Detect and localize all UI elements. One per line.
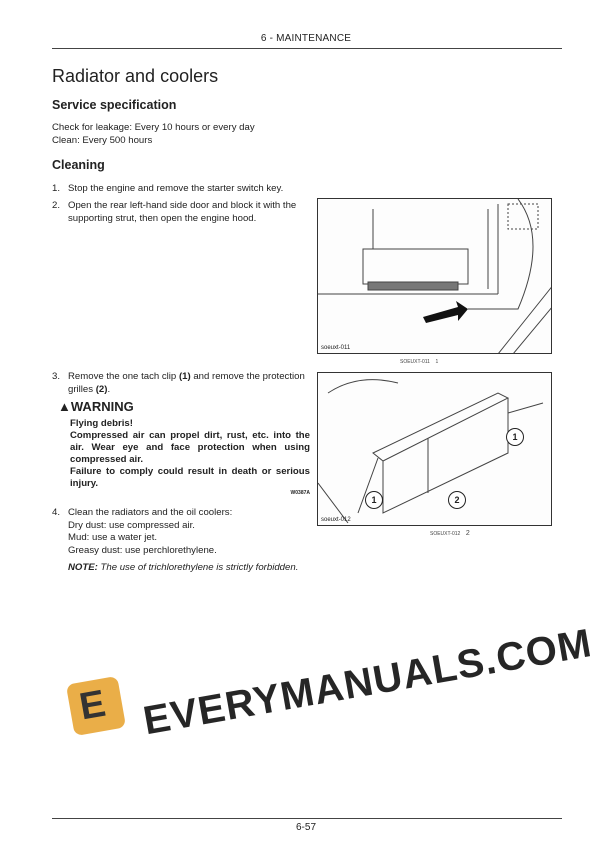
step-3: [52, 371, 310, 396]
callout-2: 2: [448, 491, 466, 509]
figure-caption: SOEUXT-011 1: [400, 359, 439, 365]
service-spec: [52, 122, 255, 147]
step-number: 4.: [52, 507, 61, 518]
figure-1: [317, 198, 552, 354]
step-4: [52, 507, 314, 557]
step-text: Stop the engine and remove the starter switch key.: [68, 183, 284, 194]
warning-triangle-icon: ▲: [58, 399, 71, 414]
step-1: [52, 183, 314, 196]
warning-line: Compressed air can propel dirt, rust, etc. into the air. Wear eye and face protection when using compressed air.: [70, 430, 310, 465]
step-text: Open the rear left-hand side door and block it with the supporting strut, then open the engine hood.: [68, 200, 297, 224]
cleaning-heading: Cleaning: [52, 158, 105, 172]
warning-code: W0387A: [290, 490, 310, 496]
note: NOTE: The use of trichlorethylene is strictly forbidden.: [68, 562, 299, 573]
figure-caption: SOEUXT-012 2: [430, 530, 470, 537]
radiator-illustration: [318, 373, 552, 526]
section-header: 6 - MAINTENANCE: [260, 33, 352, 44]
watermark-logo: E: [66, 676, 126, 736]
step-2: [52, 200, 314, 225]
warning-line: Failure to comply could result in death or serious injury.: [70, 466, 310, 489]
warning-line: Flying debris!: [70, 418, 133, 429]
figure-label: soeuxt-011: [321, 345, 351, 351]
step-number: 1.: [52, 183, 61, 194]
page-number: 6-57: [295, 822, 316, 833]
warning-body: [70, 418, 310, 497]
step-number: 3.: [52, 371, 61, 382]
page-title: Radiator and coolers: [52, 66, 219, 86]
footer-rule: [52, 818, 562, 819]
service-heading: Service specification: [52, 98, 177, 112]
figure-2: [317, 372, 552, 526]
spec-leakage: Check for leakage: Every 10 hours or every day: [52, 122, 255, 133]
step-number: 2.: [52, 200, 61, 211]
callout-1: 1: [506, 428, 524, 446]
callout-1: 1: [365, 491, 383, 509]
warning-title: ▲WARNING: [58, 399, 134, 414]
figure-label: soeuxt-012: [321, 517, 351, 523]
engine-hood-illustration: [318, 199, 552, 354]
step-text: Remove the one tach clip (1) and remove the protection grilles (2).: [68, 371, 305, 395]
header-rule: [52, 48, 562, 49]
spec-clean: Clean: Every 500 hours: [52, 134, 153, 146]
watermark: EVERYMANUALS.COM: [140, 621, 596, 744]
step-text: Clean the radiators and the oil coolers: Dry dust: use compressed air. Mud: use a water jet. Greasy dust: use perchlorethylene.: [68, 507, 233, 556]
